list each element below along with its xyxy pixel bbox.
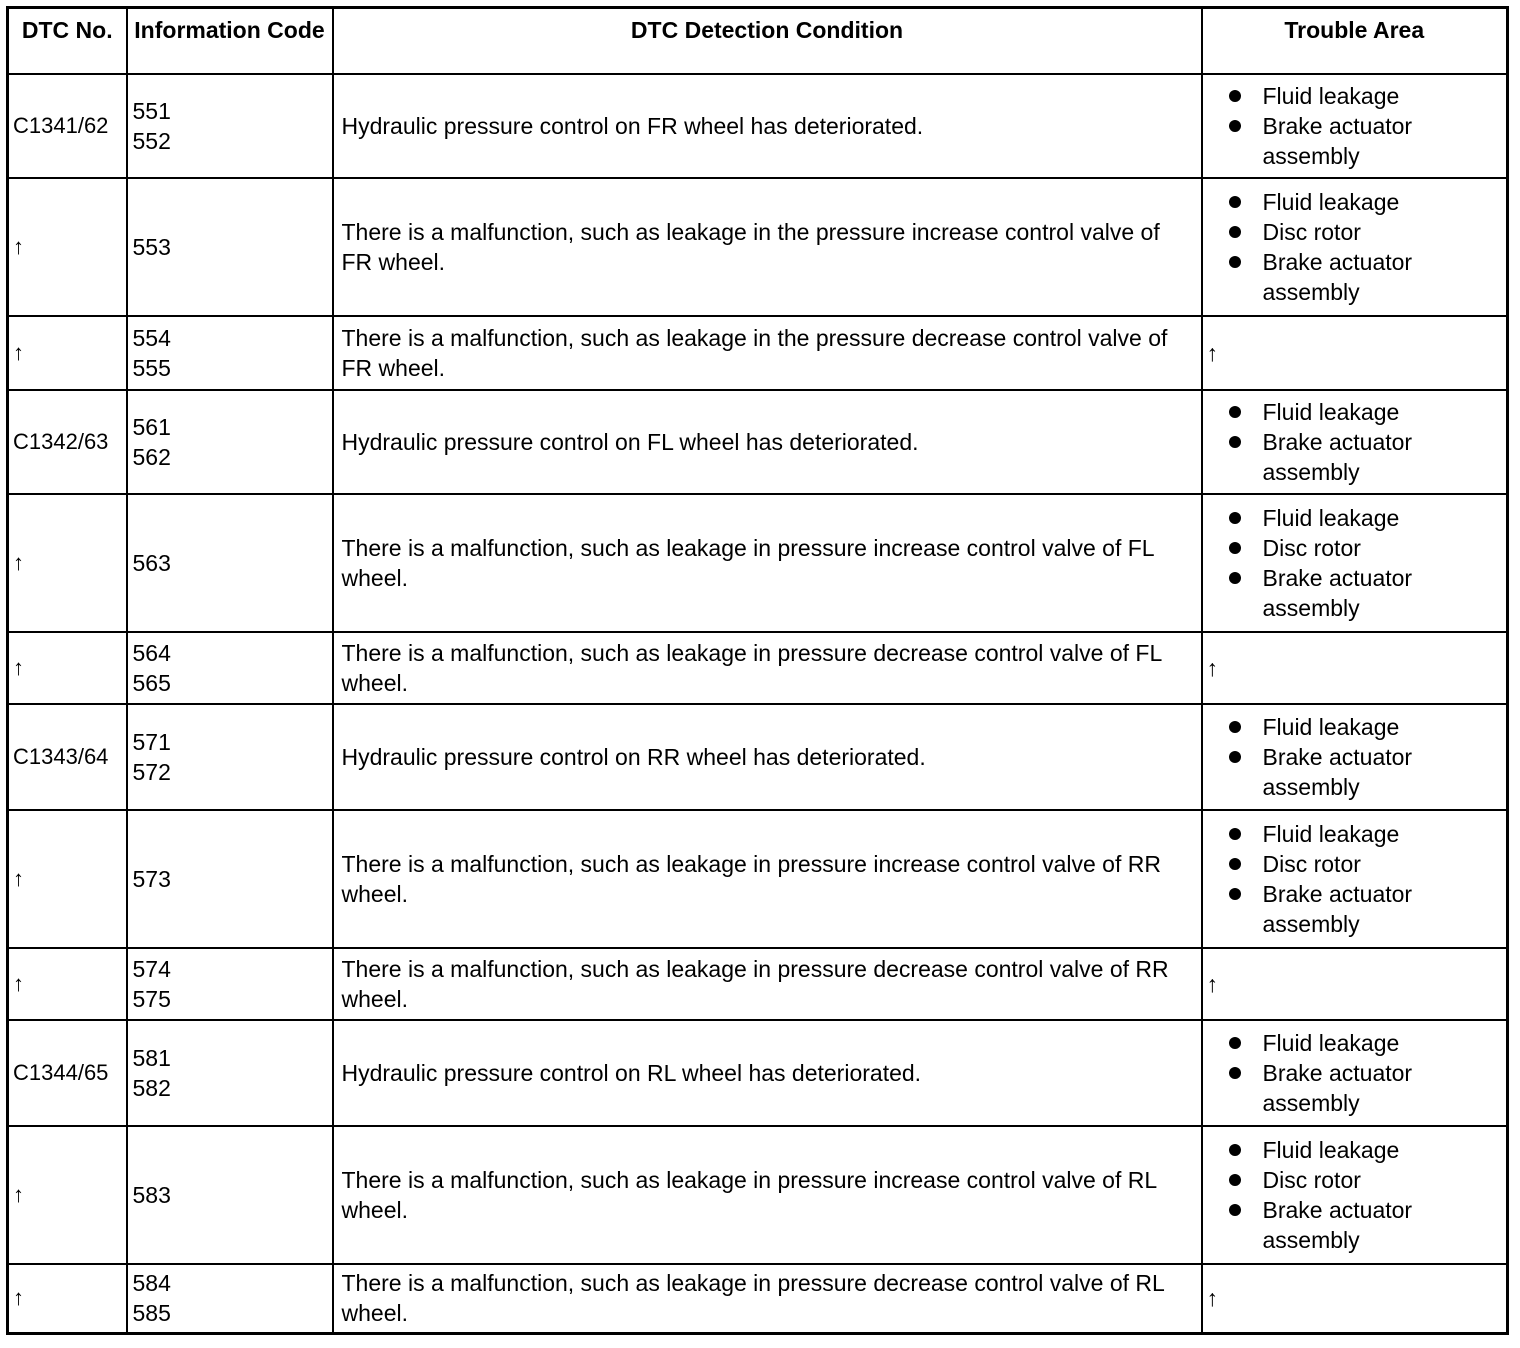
trouble-area-item (1229, 1028, 1503, 1058)
information-code: 582 (132, 1074, 171, 1101)
trouble-area-cell (1202, 390, 1508, 494)
table-row (8, 494, 1508, 632)
bullet-icon (1229, 120, 1241, 132)
information-code: 584 (132, 1270, 171, 1297)
table-row (8, 810, 1508, 948)
dtc-number-cell: C1341/62 (8, 74, 127, 178)
information-code: 561 (132, 413, 171, 440)
bullet-icon (1229, 512, 1241, 524)
same-as-above-arrow: ↑ (1206, 970, 1218, 997)
bullet-icon (1229, 436, 1241, 448)
detection-condition-cell: Hydraulic pressure control on RL wheel has deteriorated. (333, 1020, 1202, 1126)
detection-condition-cell: Hydraulic pressure control on RR wheel has deteriorated. (333, 704, 1202, 810)
information-code: 551 (132, 97, 171, 124)
trouble-area-item (1229, 503, 1503, 533)
table-row (8, 178, 1508, 316)
dtc-number-cell: ↑ (8, 632, 127, 704)
dtc-number-cell: C1343/64 (8, 704, 127, 810)
trouble-area-cell (1202, 178, 1508, 316)
trouble-area-item (1229, 247, 1503, 307)
bullet-icon (1229, 196, 1241, 208)
bullet-icon (1229, 1174, 1241, 1186)
detection-condition-cell: There is a malfunction, such as leakage in pressure increase control valve of RR wheel. (333, 810, 1202, 948)
trouble-area-item (1229, 1165, 1503, 1195)
trouble-area-item (1229, 533, 1503, 563)
header-detection-condition: DTC Detection Condition (333, 8, 1202, 74)
trouble-area-label: Brake actuator assembly (1262, 112, 1413, 169)
bullet-icon (1229, 1204, 1241, 1216)
bullet-icon (1229, 721, 1241, 733)
trouble-area-label: Fluid leakage (1262, 1136, 1400, 1163)
information-code: 572 (132, 758, 171, 785)
dtc-number-cell: C1342/63 (8, 390, 127, 494)
information-code: 552 (132, 127, 171, 154)
information-code: 575 (132, 985, 171, 1012)
dtc-number-cell: ↑ (8, 1264, 127, 1334)
table-row (8, 1020, 1508, 1126)
information-code: 585 (132, 1300, 171, 1327)
trouble-area-label: Brake actuator assembly (1262, 1196, 1413, 1253)
information-code-cell (127, 178, 333, 316)
dtc-number-cell: ↑ (8, 948, 127, 1020)
bullet-icon (1229, 888, 1241, 900)
information-code-cell (127, 74, 333, 178)
trouble-area-label: Disc rotor (1262, 1166, 1361, 1193)
trouble-area-label: Fluid leakage (1262, 188, 1400, 215)
trouble-area-cell (1202, 74, 1508, 178)
same-as-above-arrow: ↑ (1206, 654, 1218, 681)
bullet-icon (1229, 828, 1241, 840)
information-code: 581 (132, 1044, 171, 1071)
trouble-area-label: Brake actuator assembly (1262, 743, 1413, 800)
detection-condition-cell: There is a malfunction, such as leakage in the pressure increase control valve of FR wheel. (333, 178, 1202, 316)
trouble-area-cell (1202, 810, 1508, 948)
trouble-area-label: Fluid leakage (1262, 398, 1400, 425)
trouble-area-label: Disc rotor (1262, 534, 1361, 561)
table-header-row (8, 8, 1508, 74)
information-code-cell (127, 494, 333, 632)
table-row (8, 1126, 1508, 1264)
detection-condition-cell: There is a malfunction, such as leakage in pressure decrease control valve of RL wheel. (333, 1264, 1202, 1334)
table-row (8, 704, 1508, 810)
trouble-area-item (1229, 563, 1503, 623)
trouble-area-list (1207, 1028, 1503, 1118)
table-row (8, 632, 1508, 704)
information-code: 563 (132, 549, 171, 576)
dtc-number-cell: ↑ (8, 316, 127, 390)
table-row (8, 948, 1508, 1020)
information-code-cell (127, 1020, 333, 1126)
trouble-area-item (1229, 427, 1503, 487)
trouble-area-cell (1202, 1020, 1508, 1126)
trouble-area-item (1229, 397, 1503, 427)
detection-condition-cell: There is a malfunction, such as leakage in pressure decrease control valve of FL wheel. (333, 632, 1202, 704)
trouble-area-item (1229, 712, 1503, 742)
trouble-area-list (1207, 712, 1503, 802)
bullet-icon (1229, 1144, 1241, 1156)
trouble-area-label: Fluid leakage (1262, 82, 1400, 109)
trouble-area-cell (1202, 494, 1508, 632)
same-as-above-arrow: ↑ (1206, 339, 1218, 366)
bullet-icon (1229, 256, 1241, 268)
table-row (8, 1264, 1508, 1334)
trouble-area-label: Fluid leakage (1262, 820, 1400, 847)
information-code: 562 (132, 443, 171, 470)
table-row (8, 316, 1508, 390)
information-code-cell (127, 704, 333, 810)
information-code: 565 (132, 669, 171, 696)
information-code: 555 (132, 354, 171, 381)
trouble-area-item (1229, 217, 1503, 247)
detection-condition-cell: There is a malfunction, such as leakage in pressure decrease control valve of RR wheel. (333, 948, 1202, 1020)
trouble-area-label: Disc rotor (1262, 850, 1361, 877)
trouble-area-label: Brake actuator assembly (1262, 428, 1413, 485)
detection-condition-cell: Hydraulic pressure control on FL wheel has deteriorated. (333, 390, 1202, 494)
trouble-area-list (1207, 1135, 1503, 1255)
trouble-area-cell (1202, 316, 1508, 390)
header-information-code: Information Code (127, 8, 333, 74)
bullet-icon (1229, 1067, 1241, 1079)
bullet-icon (1229, 226, 1241, 238)
information-code-cell (127, 948, 333, 1020)
trouble-area-label: Brake actuator assembly (1262, 564, 1413, 621)
table-row (8, 74, 1508, 178)
trouble-area-item (1229, 742, 1503, 802)
detection-condition-cell: There is a malfunction, such as leakage in the pressure decrease control valve of FR wheel. (333, 316, 1202, 390)
bullet-icon (1229, 858, 1241, 870)
information-code: 573 (132, 865, 171, 892)
bullet-icon (1229, 90, 1241, 102)
detection-condition-cell: There is a malfunction, such as leakage in pressure increase control valve of FL wheel. (333, 494, 1202, 632)
information-code-cell (127, 316, 333, 390)
bullet-icon (1229, 406, 1241, 418)
trouble-area-item (1229, 187, 1503, 217)
trouble-area-label: Fluid leakage (1262, 713, 1400, 740)
trouble-area-cell (1202, 1264, 1508, 1334)
dtc-table (6, 6, 1509, 1335)
dtc-number-cell: ↑ (8, 1126, 127, 1264)
trouble-area-label: Fluid leakage (1262, 1029, 1400, 1056)
same-as-above-arrow: ↑ (1206, 1285, 1218, 1312)
trouble-area-list (1207, 503, 1503, 623)
table-body (8, 74, 1508, 1334)
information-code-cell (127, 632, 333, 704)
trouble-area-list (1207, 81, 1503, 171)
trouble-area-item (1229, 849, 1503, 879)
header-trouble-area: Trouble Area (1202, 8, 1508, 74)
trouble-area-label: Brake actuator assembly (1262, 1059, 1413, 1116)
document-page (6, 6, 1506, 1340)
trouble-area-item (1229, 81, 1503, 111)
trouble-area-cell (1202, 632, 1508, 704)
dtc-number-cell: C1344/65 (8, 1020, 127, 1126)
bullet-icon (1229, 542, 1241, 554)
trouble-area-item (1229, 879, 1503, 939)
information-code: 574 (132, 955, 171, 982)
trouble-area-label: Brake actuator assembly (1262, 880, 1413, 937)
dtc-number-cell: ↑ (8, 494, 127, 632)
bullet-icon (1229, 1037, 1241, 1049)
bullet-icon (1229, 572, 1241, 584)
trouble-area-cell (1202, 948, 1508, 1020)
trouble-area-item (1229, 1058, 1503, 1118)
detection-condition-cell: Hydraulic pressure control on FR wheel has deteriorated. (333, 74, 1202, 178)
bullet-icon (1229, 751, 1241, 763)
detection-condition-cell: There is a malfunction, such as leakage in pressure increase control valve of RL wheel. (333, 1126, 1202, 1264)
trouble-area-item (1229, 111, 1503, 171)
trouble-area-item (1229, 1135, 1503, 1165)
trouble-area-item (1229, 819, 1503, 849)
table-row (8, 390, 1508, 494)
trouble-area-list (1207, 819, 1503, 939)
information-code-cell (127, 810, 333, 948)
trouble-area-label: Fluid leakage (1262, 504, 1400, 531)
information-code: 554 (132, 324, 171, 351)
header-dtc-no: DTC No. (8, 8, 127, 74)
trouble-area-label: Disc rotor (1262, 218, 1361, 245)
trouble-area-label: Brake actuator assembly (1262, 248, 1413, 305)
trouble-area-list (1207, 397, 1503, 487)
information-code: 571 (132, 728, 171, 755)
dtc-number-cell: ↑ (8, 810, 127, 948)
dtc-number-cell: ↑ (8, 178, 127, 316)
information-code-cell (127, 1264, 333, 1334)
trouble-area-item (1229, 1195, 1503, 1255)
information-code: 583 (132, 1181, 171, 1208)
trouble-area-list (1207, 187, 1503, 307)
information-code: 564 (132, 639, 171, 666)
information-code: 553 (132, 233, 171, 260)
trouble-area-cell (1202, 1126, 1508, 1264)
trouble-area-cell (1202, 704, 1508, 810)
information-code-cell (127, 390, 333, 494)
information-code-cell (127, 1126, 333, 1264)
